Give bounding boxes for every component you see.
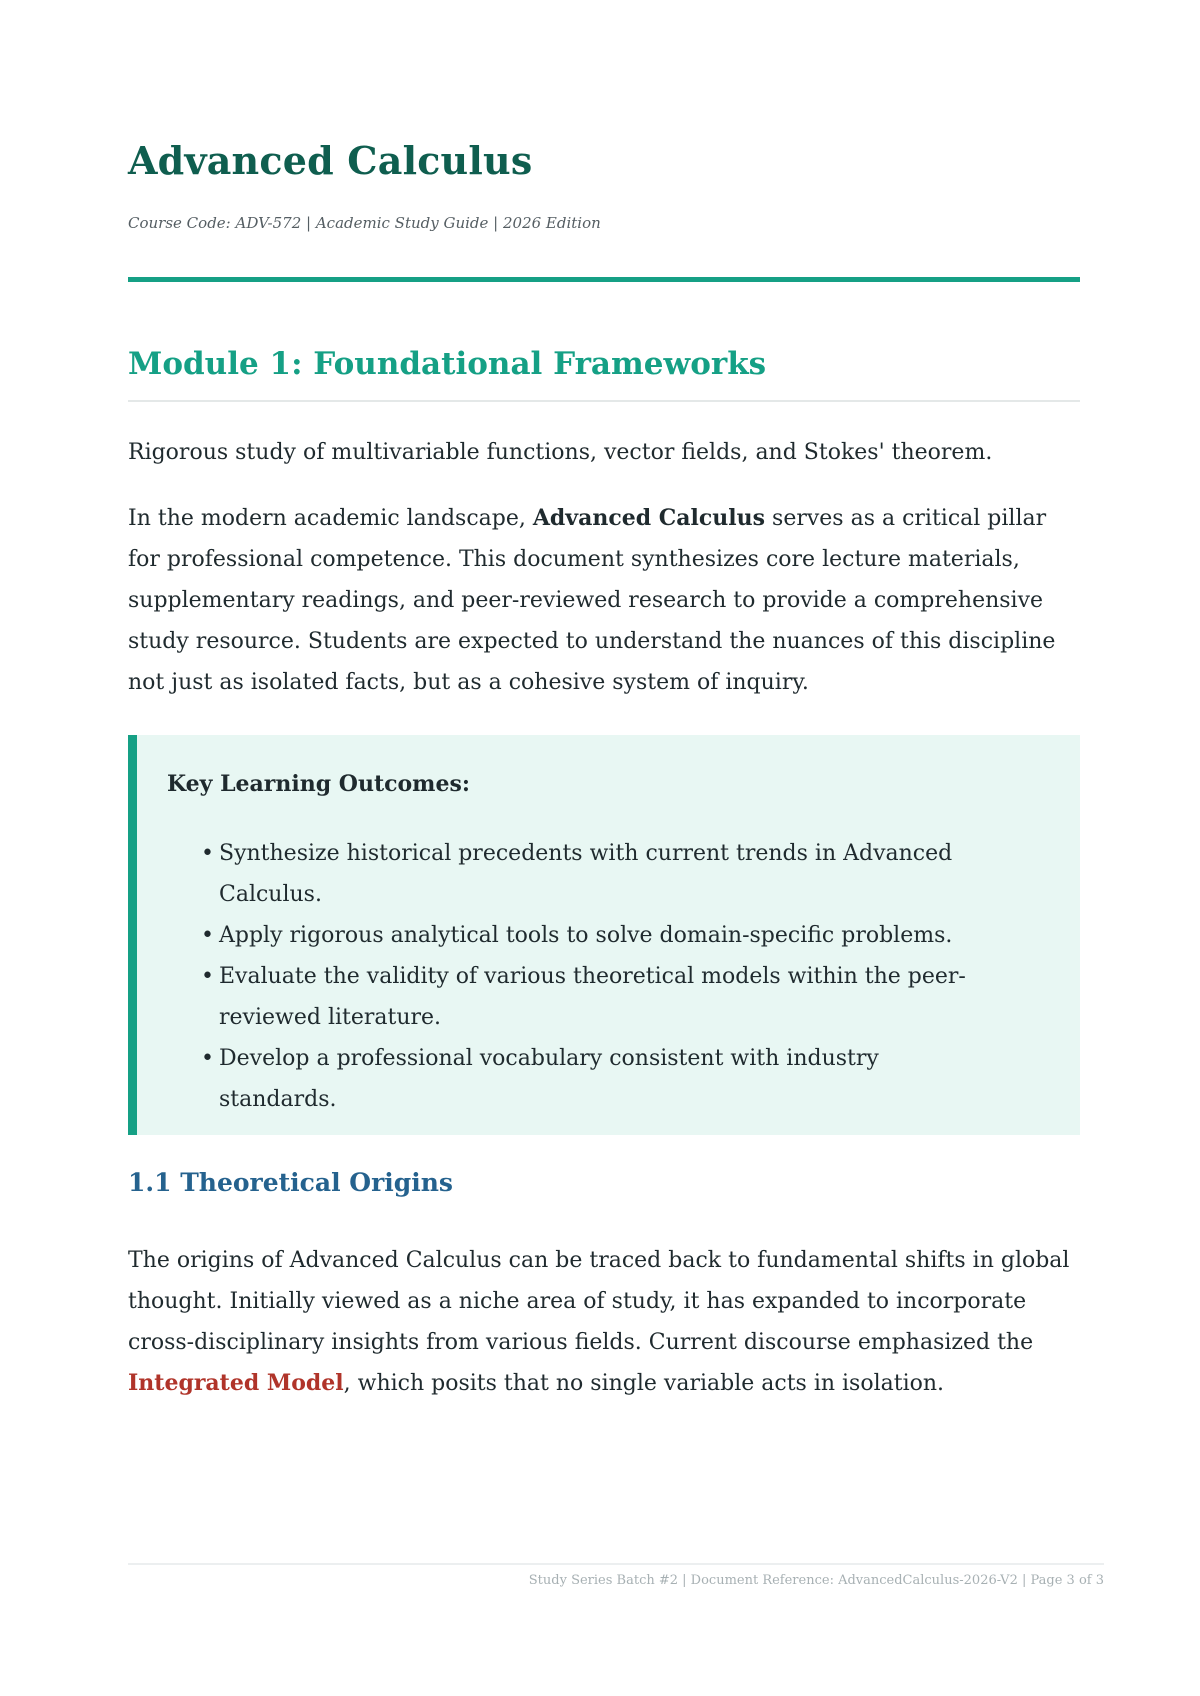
document-page (128, 0, 1104, 1696)
subsection-title: 1.1 Theoretical Origins (128, 1168, 453, 1197)
intro-strong-term: Advanced Calculus (532, 505, 766, 531)
list-item: • Apply rigorous analytical tools to solve domain-specific problems. (219, 915, 999, 956)
module-intro-paragraph (128, 498, 1080, 703)
list-item: • Synthesize historical precedents with current trends in Advanced Calculus. (219, 833, 999, 915)
origins-text-before: The origins of Advanced Calculus can be traced back to fundamental shifts in global thought. Initially viewed as a niche area of study, it has expanded to incorporate cross-disciplinary insights from various fields. Current discourse emphasized the (128, 1248, 1070, 1355)
outcomes-list (219, 833, 999, 1120)
footer-divider (128, 1563, 1104, 1565)
document-meta: Course Code: ADV-572 | Academic Study Guide | 2026 Edition (128, 214, 601, 232)
intro-text-after: serves as a critical pillar for professional competence. This document synthesizes core lecture materials, supplementary readings, and peer-reviewed research to provide a comprehensive study resource. Students are expected to understand the nuances of this discipline not just as isolated facts, but as a cohesive system of inquiry. (128, 506, 1056, 695)
origins-text-after: , which posits that no single variable acts in isolation. (343, 1371, 945, 1396)
module-title: Module 1: Foundational Frameworks (128, 346, 767, 382)
title-divider (128, 277, 1080, 282)
module-divider (128, 400, 1080, 402)
intro-text-before: In the modern academic landscape, (128, 506, 533, 531)
list-item: • Develop a professional vocabulary consistent with industry standards. (219, 1038, 999, 1120)
integrated-model-highlight: Integrated Model (128, 1370, 344, 1396)
list-item: • Evaluate the validity of various theoretical models within the peer-reviewed literature. (219, 956, 999, 1038)
origins-paragraph (128, 1240, 1080, 1404)
footer-text: Study Series Batch #2 | Document Reference: AdvancedCalculus-2026-V2 | Page 3 of 3 (528, 1573, 1104, 1588)
learning-outcomes-callout (128, 735, 1080, 1135)
callout-heading: Key Learning Outcomes: (167, 771, 470, 797)
document-title: Advanced Calculus (128, 138, 533, 183)
module-summary: Rigorous study of multivariable functions, vector fields, and Stokes' theorem. (128, 440, 993, 465)
